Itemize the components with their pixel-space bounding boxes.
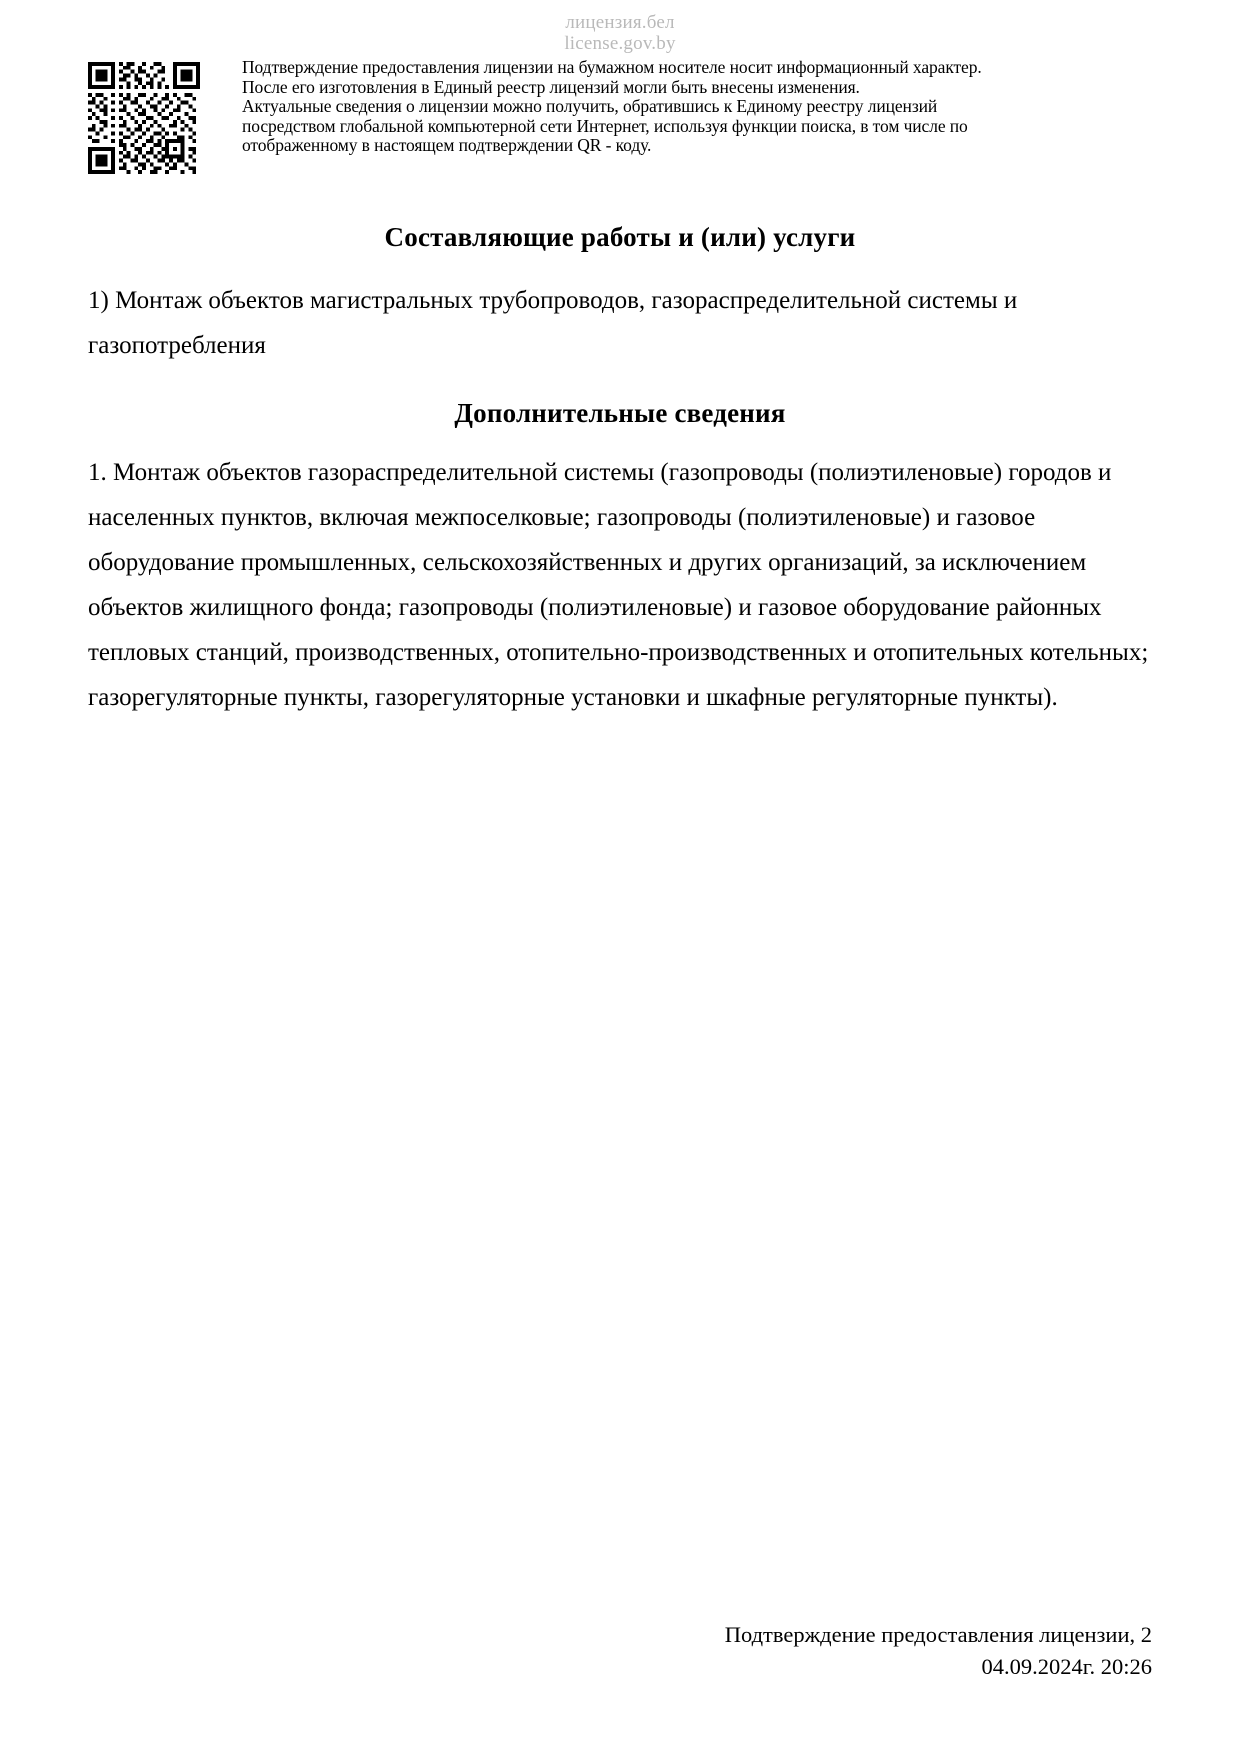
disclaimer-line-2: После его изготовления в Единый реестр лицензий могли быть внесены изменения. bbox=[242, 76, 860, 97]
disclaimer-line-1: Подтверждение предоставления лицензии на бумажном носителе носит информационный характер. bbox=[242, 57, 982, 77]
watermark-line-2: license.gov.by bbox=[564, 33, 676, 54]
disclaimer-line-4: посредством глобальной компьютерной сети Интернет, используя функции поиска, в том числе по bbox=[242, 115, 968, 136]
section-text-works: 1) Монтаж объектов магистральных трубопроводов, газораспределительной системы и газопотребления bbox=[88, 287, 1018, 359]
footer-document-title: Подтверждение предоставления лицензии, 2 bbox=[724, 1622, 1152, 1647]
disclaimer-line-5: отображенному в настоящем подтверждении QR - коду. bbox=[242, 135, 652, 155]
document-header bbox=[88, 58, 1153, 174]
site-watermark bbox=[0, 12, 1240, 54]
qr-code-icon bbox=[88, 62, 200, 174]
page-footer bbox=[725, 1619, 1152, 1683]
section-heading-additional-info: Дополнительные сведения bbox=[454, 398, 786, 428]
disclaimer-line-3: Актуальные сведения о лицензии можно получить, обратившись к Единому реестру лицензий bbox=[242, 96, 938, 116]
section-text-additional-info: 1. Монтаж объектов газораспределительной системы (газопроводы (полиэтиленовые) городов и населенных пунктов, включая межпоселковые; газопроводы (полиэтиленовые) и газовое оборудование промышленных, сельскохозяйственных и других организаций, за исключением объектов жилищного фонда; газопроводы (полиэтиленовые) и газовое оборудование районных тепловых станций, производственных, отопительно-производственных и отопительных котельных; газорегуляторные пункты, газорегуляторные установки и шкафные регуляторные пункты). bbox=[88, 459, 1149, 711]
watermark-line-1: лицензия.бел bbox=[565, 12, 675, 33]
disclaimer-text bbox=[242, 58, 1153, 156]
section-heading-works: Составляющие работы и (или) услуги bbox=[384, 222, 856, 252]
footer-timestamp: 04.09.2024г. 20:26 bbox=[981, 1654, 1152, 1679]
